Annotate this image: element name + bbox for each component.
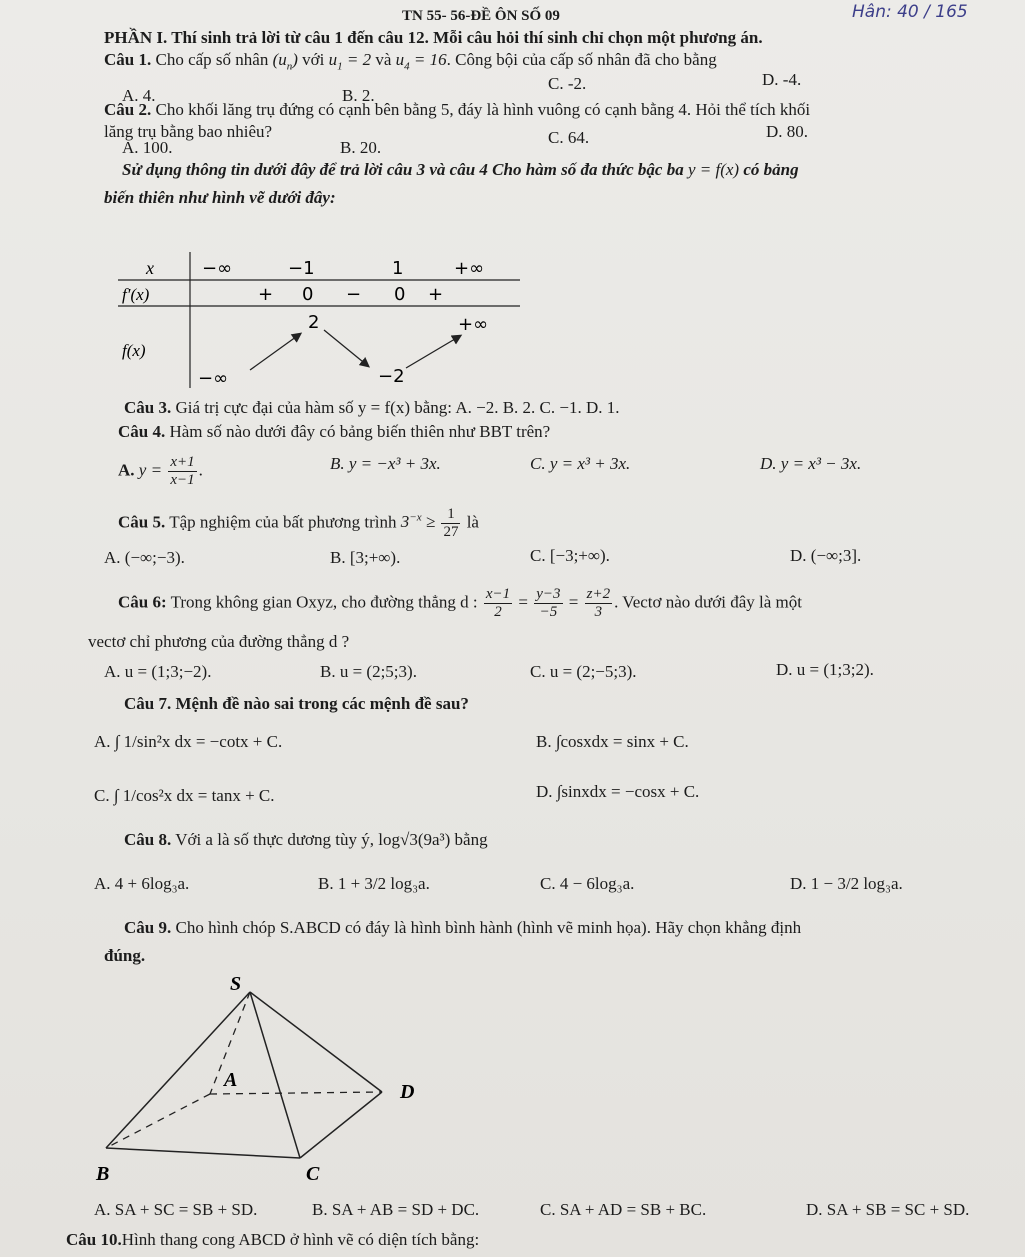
- part-one-instruction: PHẦN I. Thí sinh trả lời từ câu 1 đến câu 12. Mỗi câu hỏi thí sinh chỉ chọn một phương án.: [104, 28, 763, 47]
- q6-option-d[interactable]: D. u = (1;3;2).: [776, 660, 874, 679]
- q8-option-b[interactable]: B. 1 + 3/2 log₃a.: [318, 874, 430, 893]
- instruction-line2: biến thiên như hình vẽ dưới đây:: [104, 188, 336, 207]
- q9-option-d[interactable]: D. SA + SB = SC + SD.: [806, 1200, 970, 1219]
- increase-arrow: [250, 334, 300, 370]
- sign: −: [346, 284, 362, 305]
- question-5: Câu 5. Tập nghiệm của bất phương trình $3^{-x}$ ≥ $\frac{1}{27}$ là: [118, 506, 479, 540]
- q4-option-b[interactable]: B. y = −x³ + 3x.: [330, 454, 441, 473]
- q2-option-a[interactable]: A. 100.: [122, 138, 173, 157]
- q2-option-d[interactable]: D. 80.: [766, 122, 809, 141]
- vertex-label: S: [230, 973, 242, 995]
- q9-option-b[interactable]: B. SA + AB = SD + DC.: [312, 1200, 480, 1219]
- q1-option-a[interactable]: A. 4.: [122, 86, 156, 105]
- handwritten-score: Hân: 40 / 165: [852, 2, 968, 22]
- table-fprime-label: f′(x): [122, 285, 150, 304]
- f-value: 2: [308, 312, 320, 333]
- decrease-arrow: [324, 330, 368, 366]
- q2-option-b[interactable]: B. 20.: [340, 138, 382, 157]
- f-value: −∞: [198, 368, 229, 389]
- q6-option-c[interactable]: C. u = (2;−5;3).: [530, 662, 637, 681]
- q1-option-d[interactable]: D. -4.: [762, 70, 802, 89]
- vertex-label: C: [306, 1163, 320, 1185]
- vertex-label: B: [96, 1163, 110, 1185]
- x-value: −∞: [202, 258, 233, 279]
- x-value: 1: [392, 258, 404, 279]
- vertex-label: A: [224, 1069, 238, 1091]
- q9-option-c[interactable]: C. SA + AD = SB + BC.: [540, 1200, 707, 1219]
- question-10: Câu 10.Hình thang cong ABCD ở hình vẽ có diện tích bằng:: [66, 1230, 480, 1249]
- q1-option-b[interactable]: B. 2.: [342, 86, 375, 105]
- q4-option-c[interactable]: C. y = x³ + 3x.: [530, 454, 631, 473]
- vertex-label: D: [400, 1081, 415, 1103]
- q2-option-c[interactable]: C. 64.: [548, 128, 590, 147]
- q7-option-b[interactable]: B. ∫cosxdx = sinx + C.: [536, 732, 689, 751]
- sign: 0: [302, 284, 314, 305]
- variation-table: [110, 248, 530, 398]
- q1-option-c[interactable]: C. -2.: [548, 74, 587, 93]
- q5-option-b[interactable]: B. [3;+∞).: [330, 548, 401, 567]
- question-2: Câu 2. Cho khối lăng trụ đứng có cạnh bên bằng 5, đáy là hình vuông có cạnh bằng 4. Hỏi thể tích khối: [104, 100, 811, 119]
- question-3: Câu 3. Giá trị cực đại của hàm số y = f(x) bằng: A. −2. B. 2. C. −1. D. 1.: [124, 398, 620, 417]
- q5-option-a[interactable]: A. (−∞;−3).: [104, 548, 185, 567]
- q8-option-d[interactable]: D. 1 − 3/2 log₃a.: [790, 874, 903, 893]
- q7-option-c[interactable]: C. ∫ 1/cos²x dx = tanx + C.: [94, 786, 275, 805]
- q7-option-d[interactable]: D. ∫sinxdx = −cosx + C.: [536, 782, 700, 801]
- increase-arrow: [406, 336, 460, 368]
- q6-option-a[interactable]: A. u = (1;3;−2).: [104, 662, 212, 681]
- x-value: −1: [288, 258, 315, 279]
- q4-option-a[interactable]: A. y = $\frac{x+1}{x-1}$ .: [118, 454, 203, 488]
- question-6-line2: vectơ chỉ phương của đường thẳng d ?: [88, 632, 350, 651]
- q9-option-a[interactable]: A. SA + SC = SB + SD.: [94, 1200, 258, 1219]
- question-6: Câu 6: Trong không gian Oxyz, cho đường thẳng d : $\frac{x-1}{2}$ = $\frac{y-3}{-5}$ = $\frac{z+2}{3}$ . Vectơ nào dưới đây là một: [118, 586, 802, 620]
- q6-option-b[interactable]: B. u = (2;5;3).: [320, 662, 417, 681]
- q8-option-a[interactable]: A. 4 + 6log₃a.: [94, 874, 190, 893]
- sign: 0: [394, 284, 406, 305]
- question-2-line2: lăng trụ bằng bao nhiêu?: [104, 122, 273, 141]
- q5-option-d[interactable]: D. (−∞;3].: [790, 546, 862, 565]
- exam-title: TN 55- 56-ĐỀ ÔN SỐ 09: [402, 8, 560, 24]
- f-value: −2: [378, 366, 405, 387]
- sign: +: [258, 284, 274, 305]
- question-4: Câu 4. Hàm số nào dưới đây có bảng biến thiên như BBT trên?: [118, 422, 551, 441]
- table-x-label: x: [146, 258, 154, 278]
- pyramid-figure: [90, 970, 450, 1190]
- question-7: Câu 7. Mệnh đề nào sai trong các mệnh đề sau?: [124, 694, 469, 713]
- question-8: Câu 8. Với a là số thực dương tùy ý, log√3(9a³) bằng: [124, 830, 488, 849]
- question-1: Câu 1. Cho cấp số nhân $(u_n)$ với $u_1 = 2$ và $u_4 = 16$. Công bội của cấp số nhân đã cho bằng: [104, 50, 717, 73]
- f-value: +∞: [458, 314, 489, 335]
- x-value: +∞: [454, 258, 485, 279]
- question-9-line2: đúng.: [104, 946, 146, 965]
- q5-option-c[interactable]: C. [−3;+∞).: [530, 546, 610, 565]
- instruction-q3-q4: Sử dụng thông tin dưới đây để trả lời câu 3 và câu 4 Cho hàm số đa thức bậc ba y = f(x) có bảng: [122, 160, 799, 179]
- question-9: Câu 9. Cho hình chóp S.ABCD có đáy là hình bình hành (hình vẽ minh họa). Hãy chọn khẳng định: [124, 918, 802, 937]
- q8-option-c[interactable]: C. 4 − 6log₃a.: [540, 874, 635, 893]
- q4-option-d[interactable]: D. y = x³ − 3x.: [760, 454, 862, 473]
- sign: +: [428, 284, 444, 305]
- table-f-label: f(x): [122, 341, 146, 360]
- q7-option-a[interactable]: A. ∫ 1/sin²x dx = −cotx + C.: [94, 732, 283, 751]
